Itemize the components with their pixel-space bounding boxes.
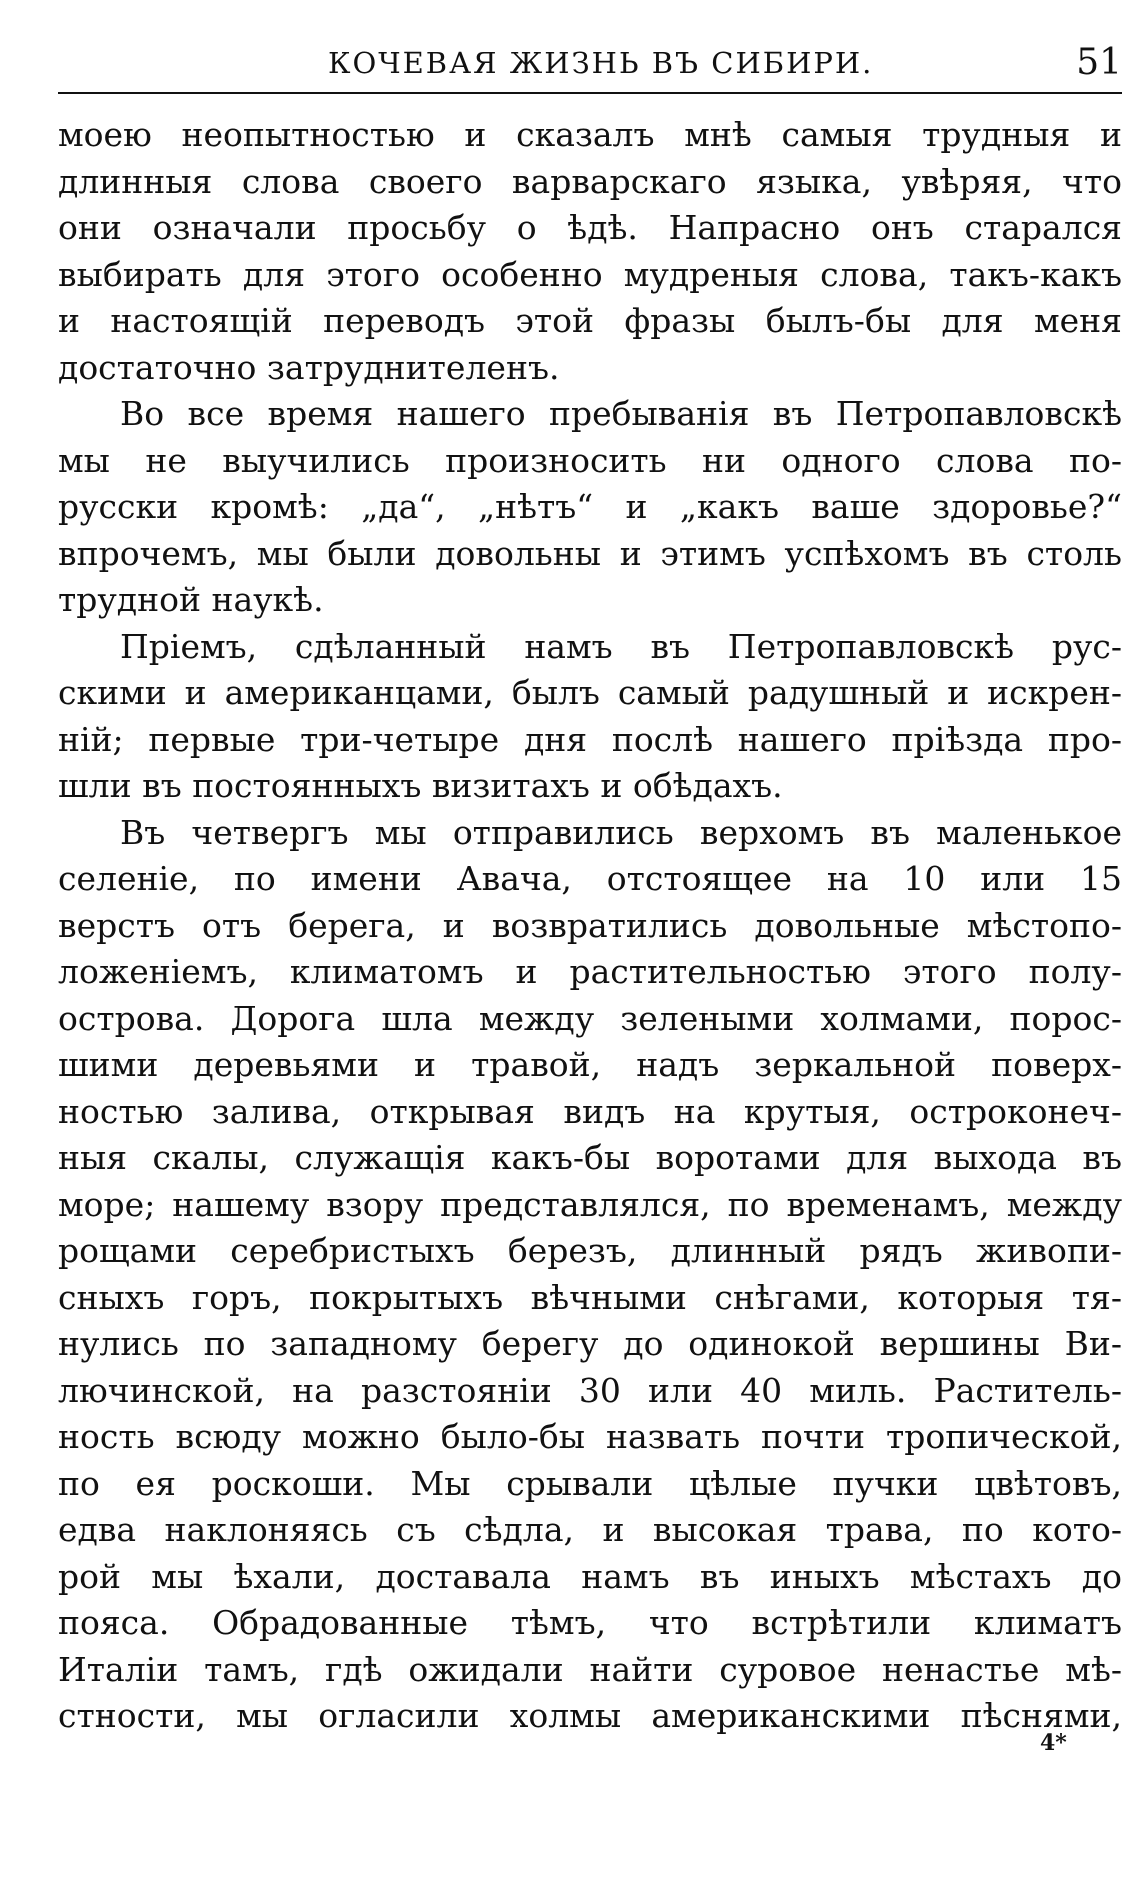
body-text bbox=[58, 112, 1122, 1740]
header-rule bbox=[58, 92, 1122, 94]
text-line: стности, мы огласили холмы американскими пѣснями, bbox=[58, 1696, 1122, 1735]
text-line: пояса. Обрадованные тѣмъ, что встрѣтили климатъ bbox=[58, 1603, 1122, 1642]
text-line: ныя скалы, служащія какъ-бы воротами для выхода въ bbox=[58, 1138, 1122, 1177]
text-line: мы не выучились произносить ни одного слова по- bbox=[58, 440, 1122, 480]
text-line: и настоящій переводъ этой фразы былъ-бы для меня bbox=[58, 301, 1122, 340]
text-line: ностью залива, открывая видъ на крутыя, остроконеч- bbox=[58, 1091, 1122, 1131]
text-line: верстъ отъ берега, и возвратились довольные мѣстопо- bbox=[58, 905, 1122, 945]
text-line: длинныя слова своего варварскаго языка, увѣряя, что bbox=[58, 161, 1122, 201]
text-line: они означали просьбу о ѣдѣ. Напрасно онъ старался bbox=[58, 208, 1122, 247]
text-line: лючинской, на разстояніи 30 или 40 миль. Раститель- bbox=[58, 1370, 1122, 1410]
text-line: скими и американцами, былъ самый радушный и искрен- bbox=[58, 673, 1122, 712]
text-line: русски кромѣ: „да“, „нѣтъ“ и „какъ ваше здоровье?“ bbox=[58, 487, 1122, 526]
text-line: трудной наукѣ. bbox=[58, 580, 324, 619]
text-line: впрочемъ, мы были довольны и этимъ успѣхомъ въ столь bbox=[58, 533, 1122, 573]
text-line: моею неопытностью и сказалъ мнѣ самыя трудныя и bbox=[58, 115, 1122, 154]
text-line: достаточно затруднителенъ. bbox=[58, 347, 560, 387]
text-line: нулись по западному берегу до одинокой вершины Ви- bbox=[58, 1324, 1122, 1363]
running-head bbox=[58, 44, 1122, 94]
text-line: Во все время нашего пребыванія въ Петропавловскѣ bbox=[120, 394, 1122, 433]
page-number: 51 bbox=[1076, 42, 1122, 83]
text-line: по ея роскоши. Мы срывали цѣлые пучки цвѣтовъ, bbox=[58, 1463, 1122, 1503]
text-line: Пріемъ, сдѣланный намъ въ Петропавловскѣ рус- bbox=[120, 626, 1122, 666]
running-title: КОЧЕВАЯ ЖИЗНЬ ВЪ СИБИРИ. bbox=[328, 46, 874, 80]
text-line: шли въ постоянныхъ визитахъ и обѣдахъ. bbox=[58, 766, 783, 805]
text-line: селеніе, по имени Авача, отстоящее на 10 или 15 bbox=[58, 859, 1122, 898]
text-line: едва наклоняясь съ сѣдла, и высокая трава, по кото- bbox=[58, 1510, 1122, 1549]
text-line: рощами серебристыхъ березъ, длинный рядъ живопи- bbox=[58, 1231, 1122, 1270]
text-line: ложеніемъ, климатомъ и растительностью этого полу- bbox=[58, 952, 1122, 991]
text-line: ность всюду можно было-бы назвать почти тропической, bbox=[58, 1417, 1122, 1456]
text-line: Въ четвергъ мы отправились верхомъ въ маленькое bbox=[120, 812, 1122, 852]
text-line: выбирать для этого особенно мудреныя слова, такъ-какъ bbox=[58, 254, 1122, 294]
text-line: сныхъ горъ, покрытыхъ вѣчными снѣгами, которыя тя- bbox=[58, 1277, 1122, 1317]
text-line: ній; первые три-четыре дня послѣ нашего пріѣзда про- bbox=[58, 719, 1122, 759]
text-line: Италіи тамъ, гдѣ ожидали найти суровое ненастье мѣ- bbox=[58, 1649, 1122, 1689]
signature-mark: 4* bbox=[1040, 1730, 1067, 1756]
text-line: рой мы ѣхали, доставала намъ въ иныхъ мѣстахъ до bbox=[58, 1556, 1122, 1596]
text-line: острова. Дорога шла между зелеными холмами, порос- bbox=[58, 998, 1122, 1038]
text-line: море; нашему взору представлялся, по временамъ, между bbox=[58, 1184, 1122, 1224]
text-line: шими деревьями и травой, надъ зеркальной поверх- bbox=[58, 1045, 1122, 1084]
